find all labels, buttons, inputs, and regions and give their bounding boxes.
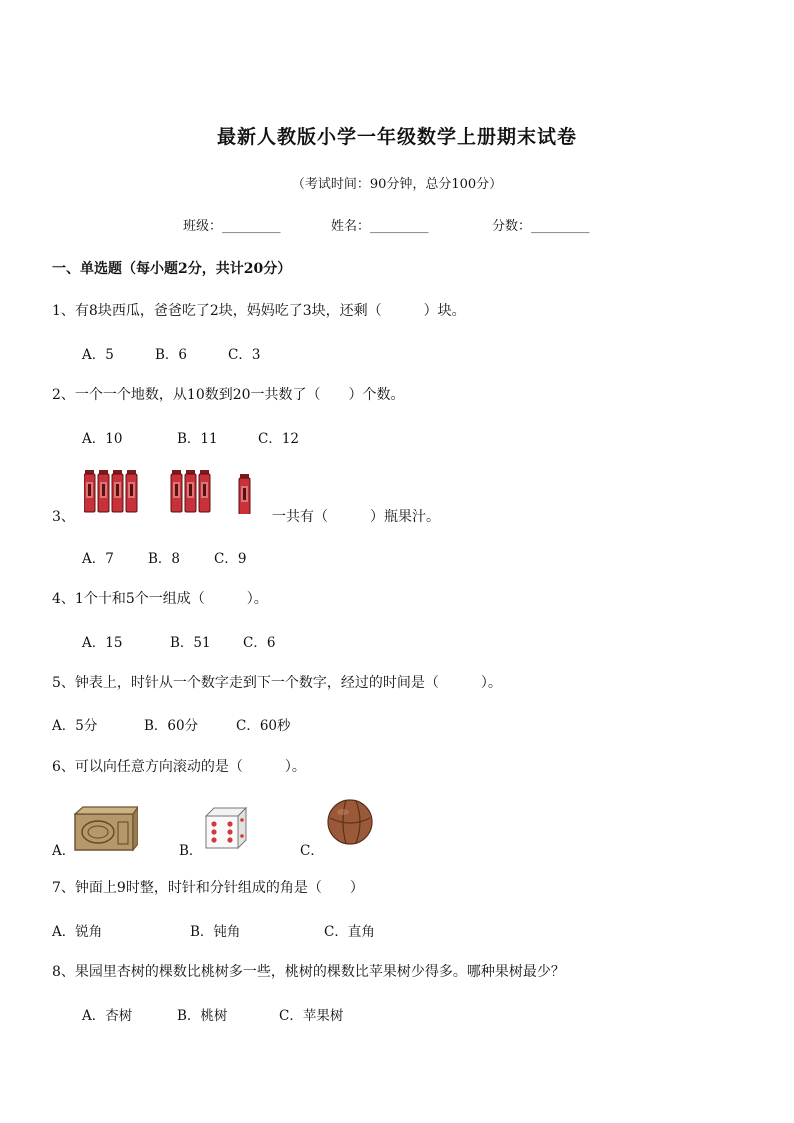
ball-picture [326,798,374,846]
question-8: 8、果园里杏树的棵数比桃树多一些，桃树的棵数比苹果树少得多。哪种果树最少？ [52,964,565,980]
name-field: 姓名：_________ [331,219,429,234]
q8-option-b: B．桃树 [177,1008,228,1024]
q7-option-c: C．直角 [324,924,375,940]
q6-option-a: A． [52,843,76,859]
class-field: 班级：_________ [183,219,281,234]
q8-option-a: A．杏树 [82,1008,133,1024]
q6-option-b: B． [179,843,203,859]
q7-option-a: A．锐角 [52,924,103,940]
exam-subtitle: （考试时间：90分钟，总分100分） [291,177,503,192]
q8-option-c: C．苹果树 [279,1008,344,1024]
score-field: 分数：_________ [492,219,590,234]
question-5: 5、钟表上，时针从一个数字走到下一个数字，经过的时间是（ ）。 [52,675,502,691]
question-7: 7、钟面上9时整，时针和分针组成的角是（ ） [52,880,364,896]
q7-option-b: B．钝角 [190,924,241,940]
q6-option-c: C． [300,843,324,859]
q4-option-b: B．51 [170,635,211,651]
q5-option-c: C．60秒 [236,718,291,734]
q5-option-b: B．60分 [144,718,199,734]
q2-option-b: B．11 [177,431,218,447]
wooden-box-picture [74,806,138,852]
q1-option-a: A．5 [82,347,114,363]
q3-option-a: A．7 [82,551,114,567]
q4-option-c: C．6 [243,635,276,651]
question-2: 2、一个一个地数，从10数到20一共数了（ ）个数。 [52,387,405,403]
juice-bottles-picture [84,470,259,512]
q2-option-c: C．12 [258,431,300,447]
question-3-number: 3、 [52,509,75,525]
q5-option-a: A．5分 [52,718,98,734]
exam-title: 最新人教版小学一年级数学上册期末试卷 [216,126,577,148]
question-4: 4、1个十和5个一组成（ ）。 [52,591,268,607]
q4-option-a: A．15 [82,635,123,651]
question-6: 6、可以向任意方向滚动的是（ ）。 [52,759,306,775]
dice-picture [204,806,248,850]
q2-option-a: A．10 [82,431,123,447]
q1-option-b: B．6 [155,347,188,363]
section-heading: 一、单选题（每小题2分，共计20分） [52,261,292,277]
q3-option-b: B．8 [148,551,181,567]
question-1: 1、有8块西瓜，爸爸吃了2块，妈妈吃了3块，还剩（ ）块。 [52,303,466,319]
q1-option-c: C．3 [228,347,261,363]
question-3: 一共有（ ）瓶果汁。 [272,509,440,525]
q3-option-c: C．9 [214,551,247,567]
